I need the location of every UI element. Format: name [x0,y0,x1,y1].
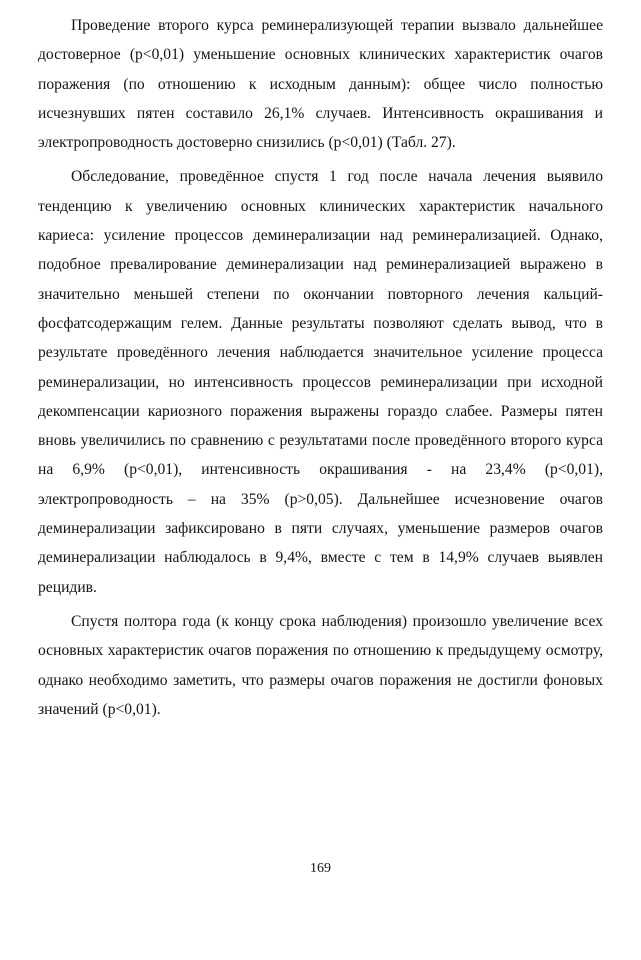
paragraph-3: Спустя полтора года (к концу срока наблюдения) произошло увеличение всех основных характеристик очагов поражения по отношению к предыдущему осмотру, однако необходимо заметить, что размеры очагов поражения не достигли фоновых значений (p<0,01). [38,612,603,718]
page-number: 169 [310,861,331,876]
body-text [38,11,603,729]
paragraph-2: Обследование, проведённое спустя 1 год после начала лечения выявило тенденцию к увеличению основных клинических характеристик начального кариеса: усиление процессов деминерализации над реминерализацией. Однако, подобное превалирование деминерализации над реминерализацией выражено в значительно меньшей степени по окончании повторного лечения кальций-фосфатсодержащим гелем. Данные результаты позволяют сделать вывод, что в результате проведённого лечения наблюдается значительное усиление процесса реминерализации, но интенсивность процессов реминерализации при исходной декомпенсации кариозного поражения выражены гораздо слабее. Размеры пятен вновь увеличились по сравнению с результатами после проведённого второго курса на 6,9% (p<0,01), интенсивность окрашивания - на 23,4% (p<0,01), электропроводность – на 35% (p>0,05). Дальнейшее исчезновение очагов деминерализации зафиксировано в пяти случаях, уменьшение размеров очагов деминерализации наблюдалось в 9,4%, вместе с тем в 14,9% случаев выявлен рецидив. [38,168,603,596]
paragraph-1: Проведение второго курса реминерализующей терапии вызвало дальнейшее достоверное (p<0,01) уменьшение основных клинических характеристик очагов поражения (по отношению к исходным данным): общее число полностью исчезнувших пятен составило 26,1% случаев. Интенсивность окрашивания и электропроводность достоверно снизились (p<0,01) (Табл. 27). [38,17,603,152]
